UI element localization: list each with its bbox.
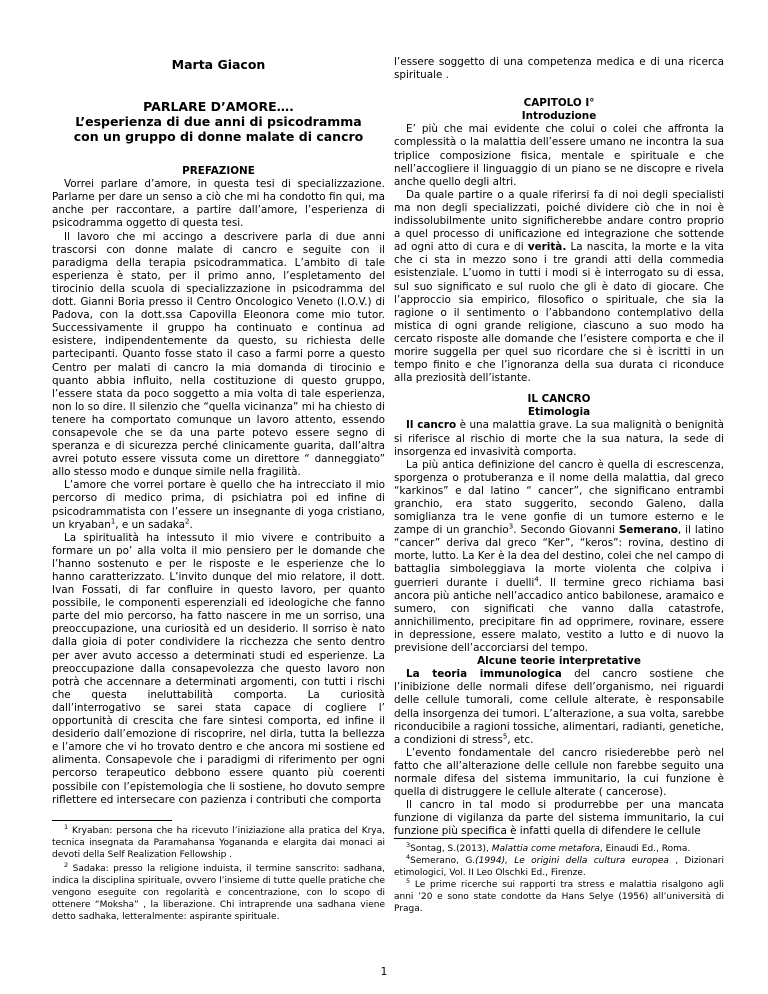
footnote: $^2$ Sadaka: presso la religione induista, il termine sanscrito: sadhana, indica la disciplina spirituale, ovvero l’insieme di tutte quelle pratiche che vengono eseguite con regolarità e concentrazione, con lo scopo di ottenere “Moksha” , la liberazione. Chi intraprende una sadhana viene detto sadhaka, letteralmente: aspirante spirituale. <box>52 861 385 922</box>
body-paragraph: Il cancro è una malattia grave. La sua malignità o benignità si riferisce al rischio di morte che la sua natura, la sede di insorgenza ed invasività comporta. <box>394 419 724 458</box>
prefazione-heading: PREFAZIONE <box>182 165 255 178</box>
prefazione-paragraph: L’amore che vorrei portare è quello che ha intrecciato il mio percorso di medico prima, di psichiatra poi ed infine di psicodrammatista con l’essere un insegnante di yoga cristiano, un kryaban$^1$, e un sadaka$^2$. <box>52 479 385 531</box>
continued-paragraph: l’essere soggetto di una competenza medica e di una ricerca spirituale . <box>394 56 724 82</box>
body-paragraph: Il cancro in tal modo si produrrebbe per una mancata funzione di vigilanza da parte del sistema immunitario, la cui funzione più specifica è infatti quella di difendere le cellule <box>394 799 724 838</box>
footnote-ref[interactable]: 3 <box>508 522 514 531</box>
footnote-ref[interactable]: 4 <box>534 575 539 584</box>
author-name: Marta Giacon <box>171 57 266 72</box>
title-line-1: PARLARE D’AMORE…. <box>143 99 294 115</box>
footnote-rule <box>52 820 172 821</box>
left-column <box>52 56 385 807</box>
footnote-ref[interactable]: 1 <box>110 517 116 526</box>
body-paragraph: L’evento fondamentale del cancro risiederebbe però nel fatto che all’alterazione delle cellule non farebbe seguito una normale difesa del sistema immunitario, la cui funzione è quella di distruggere le cellule alterate ( cancerose). <box>394 746 724 799</box>
chapter-subheading: Introduzione <box>521 110 597 123</box>
footnote: $^1$ Kryaban: persona che ha ricevuto l’iniziazione alla pratica del Krya, tecnica insegnata da Paramahansa Yogananda e elargita dai monaci ai devoti della Self Realization Fellowship . <box>52 823 385 860</box>
body-paragraph: E’ più che mai evidente che colui o colei che affronta la complessità o la malattia dell’essere umano ne incontra la sua triplice composizione fisica, mentale e spirituale e che nell’accogliere il linguaggio di un piano se ne discopre e rivela anche quello degli altri. <box>394 123 724 188</box>
body-paragraph: La teoria immunologica del cancro sostiene che l’inibizione delle normali difese dell’organismo, nei riguardi delle cellule tumorali, come cellule alterate, è responsabile della insorgenza dei tumori. L’alterazione, a sua volta, sarebbe riconducibile a ragioni tossiche, alimentari, radianti, genetiche, a condizioni di stress$^5$, etc. <box>394 668 724 746</box>
footnotes-left <box>52 820 385 923</box>
footnotes-right <box>394 838 724 915</box>
prefazione-paragraph: Il lavoro che mi accingo a descrivere parla di due anni trascorsi con donne malate di cancro e seguite con il paradigma della terapia psicodrammatica. L’ambito di tale esperienza è stato, per il primo anno, l’espletamento del tirocinio della scuola di specializzazione in psicodramma del dott. Gianni Boria presso il Centro Oncologico Veneto (I.O.V.) di Padova, con la dott.ssa Capovilla Eleonora come mio tutor. Successivamente il gruppo ha continuato e continua ad esistere, indipendentemente da questo, su richiesta delle partecipanti. Quanto fosse stato il caso a farmi porre a questo Centro per malati di cancro la mia domanda di tirocinio e quanto abbia influito, nella costituzione di questo gruppo, l’essere stata da poco soggetto a mia volta di tale esperienza, non lo so dire. Il silenzio che “quella vicinanza” mi ha chiesto di tenere ha comportato comunque un lavoro attento, essendo consapevole che se da una parte potevo essere segno di speranza e di sicurezza perché clinicamente guarita, dall’altra avrei potuto essere vissuta come un direttore “ danneggiato” allo stesso modo e dunque simile nella fragilità. <box>52 230 385 479</box>
body-paragraph: La più antica definizione del cancro è quella di escrescenza, sporgenza o protuberanza e il nome della malattia, dal greco “karkinos” e dal latino “ cancer”, che significano entrambi granchio, era stato suggerito, secondo Galeno, dalla somiglianza tra le vene gonfie di un tumore esterno e le zampe di un granchio$^3$. Secondo Giovanni Semerano, il latino “cancer” deriva dal greco “Ker”, “keros”: rovina, destino di morte, lutto. La Ker è la dea del destino, colei che nel campo di battaglia simboleggiava la morte violenta che colpiva i guerrieri durante i duelli$^4$. Il termine greco richiama basi ancora più antiche nell’accadico antico babilonese, aramaico e sumero, con significati che vanno dalla catastrofe, annichilimento, precipitare fin ad opprimere, rovinare, essere in depressione, essere malato, vestito a lutto e di nuovo la previsione dell’accorciarsi del tempo. <box>394 458 724 655</box>
footnote: $^4$Semerano, G.(1994), Le origini della cultura europea , Dizionari etimologici, Vol. II Leo Olschki Ed., Firenze. <box>394 853 724 878</box>
title-line-3: con un gruppo di donne malate di cancro <box>73 129 364 145</box>
footnote-rule <box>394 838 514 839</box>
right-column <box>394 56 724 838</box>
section-heading-cancro: IL CANCRO <box>527 393 591 406</box>
footnote: $^3$Sontag, S.(2013), Malattia come metafora, Einaudi Ed., Roma. <box>406 841 691 854</box>
section-heading-teorie: Alcune teorie interpretative <box>477 655 641 668</box>
prefazione-paragraph: Vorrei parlare d’amore, in questa tesi di specializzazione. Parlarne per dare un senso a ciò che mi ha condotto fin qui, ma anche per raccontare, a partire dall’amore, l’esperienza di psicodramma oggetto di questa tesi. <box>52 178 385 230</box>
title-line-2: L’esperienza di due anni di psicodramma <box>75 114 362 130</box>
footnote-ref[interactable]: 2 <box>185 517 190 526</box>
footnote: $^5$ Le prime ricerche sui rapporti tra stress e malattia risalgono agli anni ’20 e sono state condotte da Hans Selye (1956) all’università di Praga. <box>394 877 724 914</box>
page-number: 1 <box>380 966 388 978</box>
document-title <box>52 99 385 144</box>
chapter-heading: CAPITOLO I° <box>523 97 595 110</box>
body-paragraph: Da quale partire o a quale riferirsi fa di noi degli specialisti ma non degli specializzati, poiché dividere ciò che in noi è indissolubilmente unito significherebbe andare contro proprio a quel processo di unificazione ed integrazione che sottende ad ogni atto di cura e di verità. La nascita, la morte e la vita che ci sta in mezzo sono i tre grandi atti della commedia esistenziale. L’uomo in tutti i modi si è interrogato su di essa, sul suo significato e sul ruolo che gli è dato di giocare. Che l’approccio sia empirico, filosofico o spirituale, che sia la ragione o il sentimento o l’abbandono contemplativo della mistica di ogni grande religione, ciascuno a suo modo ha cercato risposte alle domande che l’esistere comporta e che il morire suggella per quel suo ricordare che si è iscritti in un tempo finito e che l’ignoranza della sua durata ci riconduce alla preziosità dell’istante. <box>394 188 724 385</box>
prefazione-paragraph: La spiritualità ha intessuto il mio vivere e contribuito a formare un po’ alla volta il mio pensiero per le domande che l’hanno sostenuto e per le risposte e le esperienze che lo hanno caratterizzato. L’invito dunque del mio relatore, il dott. Ivan Fossati, di far confluire in questo lavoro, per quanto possibile, le componenti esperenziali ed ideologiche che fanno parte del mio percorso, ha fatto nascere in me un sorriso, una preoccupazione, una curiosità ed un desiderio. Il sorriso è nato dalla gioia di poter condividere la ricchezza che sento dentro per aver avuto accesso a determinati studi ed esperienze. La preoccupazione dalla consapevolezza che questo lavoro non potrà che accennare a determinati argomenti, con tutti i rischi che questa ineluttabilità comporta. La curiosità dall’interrogativo se sarei stata capace di cogliere l’ opportunità di crescita che fare sintesi comporta, ed infine il desiderio dall’emozione di riscoprire, nel dirla, tutta la bellezza e l’amore che vi ho trovato dentro e che ancora mi sostiene ed alimenta. Consapevole che i paradigmi di riferimento per ogni percorso terapeutico debbono essere quanto più coerenti possibile con l’epistemologia che li sostiene, ho dovuto sempre riflettere ed intersecare con pazienza i contributi che comporta <box>52 531 385 806</box>
footnote-ref[interactable]: 5 <box>502 732 508 741</box>
section-subheading-etimologia: Etimologia <box>527 406 591 419</box>
